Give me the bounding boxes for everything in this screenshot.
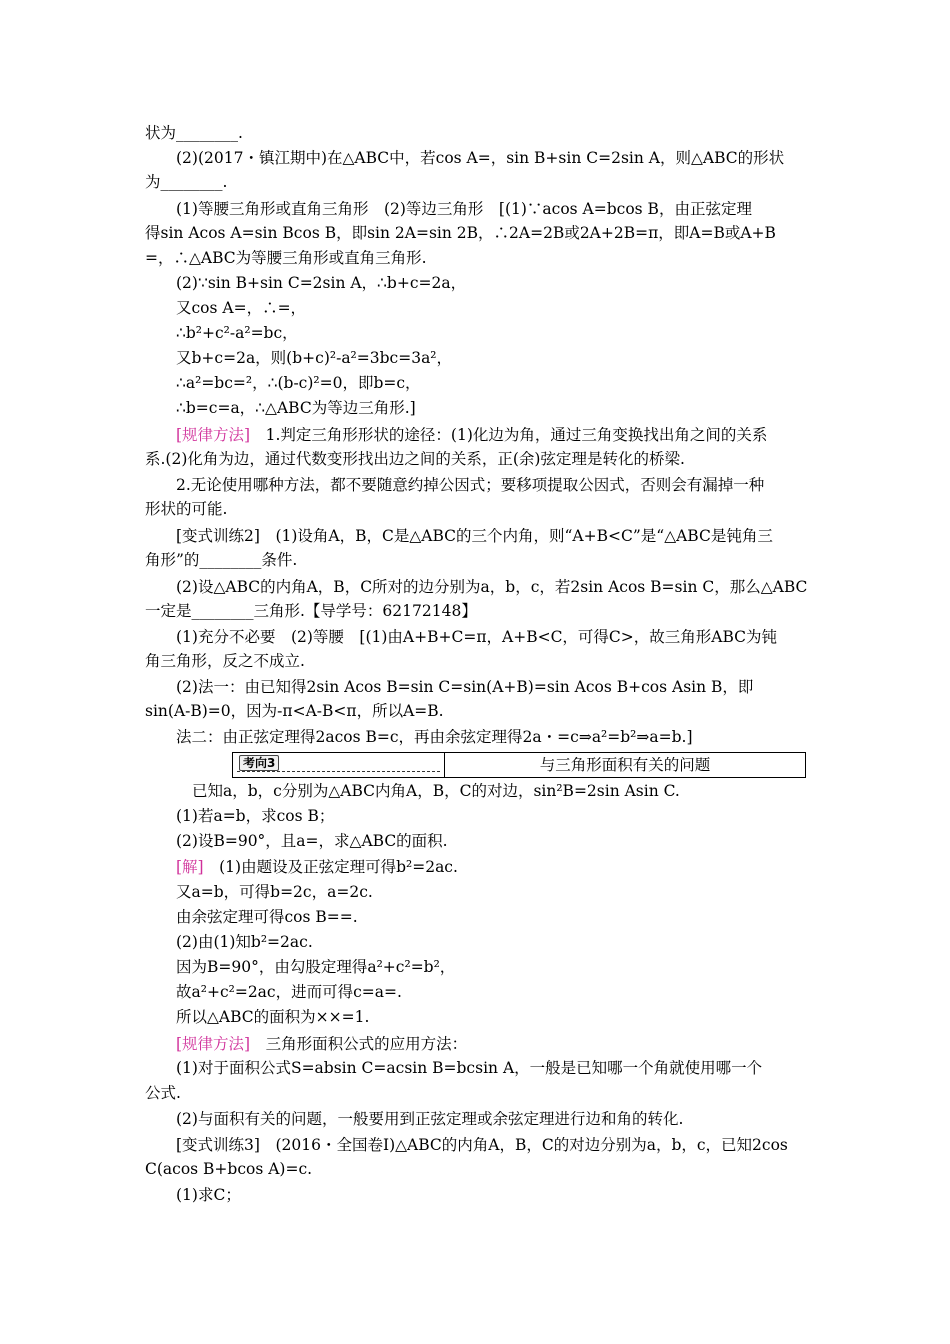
text-line: ∴b=c=a，∴△ABC为等边三角形.] [176, 399, 416, 417]
text-line: sin(A-B)=0，因为-π<A-B<π，所以A=B. [145, 702, 444, 720]
text-line: 系.(2)化角为边，通过代数变形找出边之间的关系，正(余)弦定理是转化的桥梁. [145, 450, 685, 468]
text-line: (2)(2017・镇江期中)在△ABC中，若cos A=，sin B+sin C=2sin A，则△ABC的形状 [176, 149, 785, 167]
text-line: (2)由(1)知b²=2ac. [176, 933, 313, 951]
text-line: 故a²+c²=2ac，进而可得c=a=. [176, 983, 402, 1001]
text-line: (2)设△ABC的内角A，B，C所对的边分别为a，b，c，若2sin Acos B=sin C，那么△ABC [176, 578, 808, 596]
text-line: 又cos A=，∴=， [176, 299, 307, 317]
method-tag: [规律方法] [176, 1035, 251, 1053]
text-line: 1.判定三角形形状的途径：(1)化边为角，通过三角变换找出角之间的关系 [265, 426, 768, 444]
dashed-rule [237, 771, 440, 772]
text-line: [变式训练3] (2016・全国卷Ⅰ)△ABC的内角A，B，C的对边分别为a，b，c，已知2cos [176, 1136, 788, 1154]
text-line: ∴b²+c²-a²=bc， [176, 324, 298, 342]
text-line: 又b+c=2a，则(b+c)²-a²=3bc=3a²， [176, 349, 453, 367]
text-line: 角三角形，反之不成立. [145, 652, 305, 670]
text-line: (1)充分不必要 (2)等腰 [(1)由A+B+C=π，A+B<C，可得C>，故三角形ABC为钝 [176, 628, 778, 646]
text-line: ∴a²=bc=²，∴(b-c)²=0，即b=c， [176, 374, 421, 392]
text-line: =，∴△ABC为等腰三角形或直角三角形. [145, 249, 427, 267]
text-line: (2)设B=90°，且a=，求△ABC的面积. [176, 832, 448, 850]
text-line: 为________. [145, 173, 228, 191]
text-line: (1)由题设及正弦定理可得b²=2ac. [219, 858, 458, 876]
text-line: 一定是________三角形.【导学号：62172148】 [145, 602, 477, 620]
method-tag: [规律方法] [176, 426, 251, 444]
text-line: (2)法一：由已知得2sin Acos B=sin C=sin(A+B)=sin Acos B+cos Asin B，即 [176, 678, 754, 696]
text-line: 由余弦定理可得cos B==. [176, 908, 358, 926]
text-line: 所以△ABC的面积为××=1. [176, 1008, 370, 1026]
topic-badge: 考向3 [239, 755, 279, 771]
text-line: 三角形面积公式的应用方法： [265, 1035, 468, 1053]
text-line: 状为________. [145, 124, 243, 142]
text-line: 2.无论使用哪种方法，都不要随意约掉公因式；要移项提取公因式，否则会有漏掉一种 [176, 476, 765, 494]
text-line: (1)等腰三角形或直角三角形 (2)等边三角形 [(1)∵acos A=bcos B，由正弦定理 [176, 200, 752, 218]
text-line: 因为B=90°，由勾股定理得a²+c²=b²， [176, 958, 456, 976]
text-line: (1)求C； [176, 1186, 241, 1204]
text-line: 公式. [145, 1084, 181, 1102]
method-paragraph [176, 1034, 810, 1054]
text-line: (2)与面积有关的问题，一般要用到正弦定理或余弦定理进行边和角的转化. [176, 1110, 684, 1128]
text-line: [变式训练2] (1)设角A，B，C是△ABC的三个内角，则“A+B<C”是“△ABC是钝角三 [176, 527, 773, 545]
text-line: (2)∵sin B+sin C=2sin A，∴b+c=2a， [176, 274, 467, 292]
solution-tag: [解] [176, 858, 204, 876]
text-line: 得sin Acos A=sin Bcos B，即sin 2A=sin 2B，∴2A=2B或2A+2B=π，即A=B或A+B [145, 224, 776, 242]
text-line: 形状的可能. [145, 500, 228, 518]
text-line: (1)若a=b，求cos B； [176, 807, 335, 825]
text-line: C(acos B+bcos A)=c. [145, 1160, 313, 1178]
text-line: (1)对于面积公式S=absin C=acsin B=bcsin A，一般是已知哪一个角就使用哪一个 [176, 1059, 763, 1077]
text-line: 已知a，b，c分别为△ABC内角A，B，C的对边，sin²B=2sin Asin C. [192, 782, 680, 800]
topic-label-left [233, 753, 445, 777]
text-line: 角形”的________条件. [145, 551, 298, 569]
topic-label-box [232, 752, 806, 778]
method-paragraph [176, 425, 810, 445]
topic-title: 与三角形面积有关的问题 [539, 756, 711, 774]
solution-paragraph [176, 857, 810, 877]
text-line: 法二：由正弦定理得2acos B=c，再由余弦定理得2a・=c⇒a²=b²⇒a=b.] [176, 728, 693, 746]
text-line: 又a=b，可得b=2c，a=2c. [176, 883, 373, 901]
